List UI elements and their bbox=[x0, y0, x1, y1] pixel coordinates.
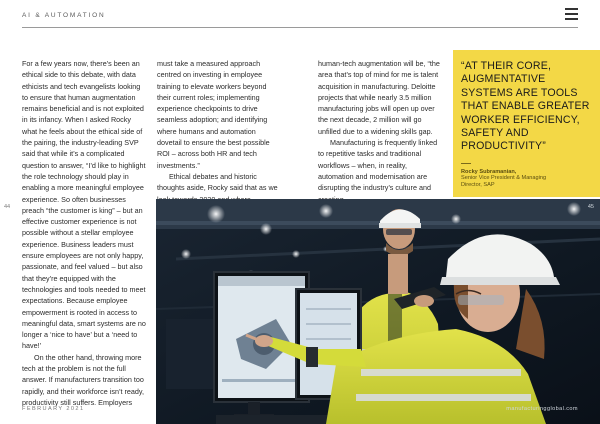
article-column-3 bbox=[318, 58, 441, 205]
pull-quote-name: Rocky Subramanian, bbox=[461, 168, 517, 175]
pull-quote-box bbox=[453, 50, 600, 197]
menu-icon[interactable] bbox=[565, 8, 578, 20]
pull-quote-role: Senior Vice President & Managing bbox=[461, 174, 547, 181]
article-column-2 bbox=[157, 58, 282, 205]
footer-date: FEBRUARY 2021 bbox=[22, 406, 85, 412]
factory-engineers-photo bbox=[156, 199, 600, 424]
paragraph: For a few years now, there’s been an ethical side to this debate, with data ethicists and tech evangelists looking to ensure that human augmentation remains beneficial and is not exploited in its infancy. When I asked Rocky what he feels about the ethical side of the pairing, the industry-leading SVP said that while it’s a complicated question to answer, “I’d like to highlight the role technology should play in enabling a more meaningful employee experience. So often businesses preach “the customer is king” – but an effective customer experience is not possible without a stellar employee experience. Business leaders must ensure employees are not only happy, passionate, and feel valued – but also that they’re equipped with the technologies and tools needed to meet expectations. Because employee empowerment is rooted in access to meaningful data, smart systems are no longer a ‘nice to have’ but a ‘need to have!’ bbox=[22, 59, 146, 351]
pull-quote-rule bbox=[461, 163, 471, 164]
pull-quote-role: Director, SAP bbox=[461, 181, 495, 188]
paragraph: Ethical debates and historic thoughts aside, Rocky said that as we bbox=[157, 171, 278, 193]
header-section-title: AI & AUTOMATION bbox=[22, 12, 106, 19]
paragraph: On the other hand, throwing more tech at the problem is not the full answer. If manufacturers transition too rapidly, and their workforce isn’t ready, productivity still suffers. Employers bbox=[22, 352, 144, 407]
paragraph: must take a measured approach centred on investing in employee training to elevate workers beyond their current roles; implementing experience checkpoints to drive seamless adoption; and identifying where humans and automation dovetail to ensure the best possible ROI – across both HR and tech investments.” bbox=[157, 59, 270, 170]
paragraph: Manufacturing is frequently linked to repetitive tasks and traditional workflows – when, in reality, automation and modernisation are disrupting the industry’s culture and bbox=[318, 138, 438, 193]
article-column-1 bbox=[22, 58, 148, 408]
paragraph: human-tech augmentation will be, “the area that’s top of mind for me is talent acquisition in manufacturing. Deloitte projects that while nearly 3.5 million manufacturing jobs will open up over the next decade, 2 million will go unfilled due to a widening skills gap. bbox=[318, 59, 440, 136]
pull-quote-text: “AT THEIR CORE, AUGMENTATIVE SYSTEMS ARE TOOLS THAT ENABLE GREATER WORKER EFFICIENCY, SAFETY AND PRODUCTIVITY” bbox=[461, 60, 590, 153]
page-number-right: 45 bbox=[587, 204, 594, 210]
header-rule bbox=[22, 27, 578, 28]
article-photo bbox=[156, 199, 600, 424]
footer-website-link[interactable]: manufacturingglobal.com bbox=[506, 406, 578, 412]
page-number-left: 44 bbox=[4, 204, 11, 210]
